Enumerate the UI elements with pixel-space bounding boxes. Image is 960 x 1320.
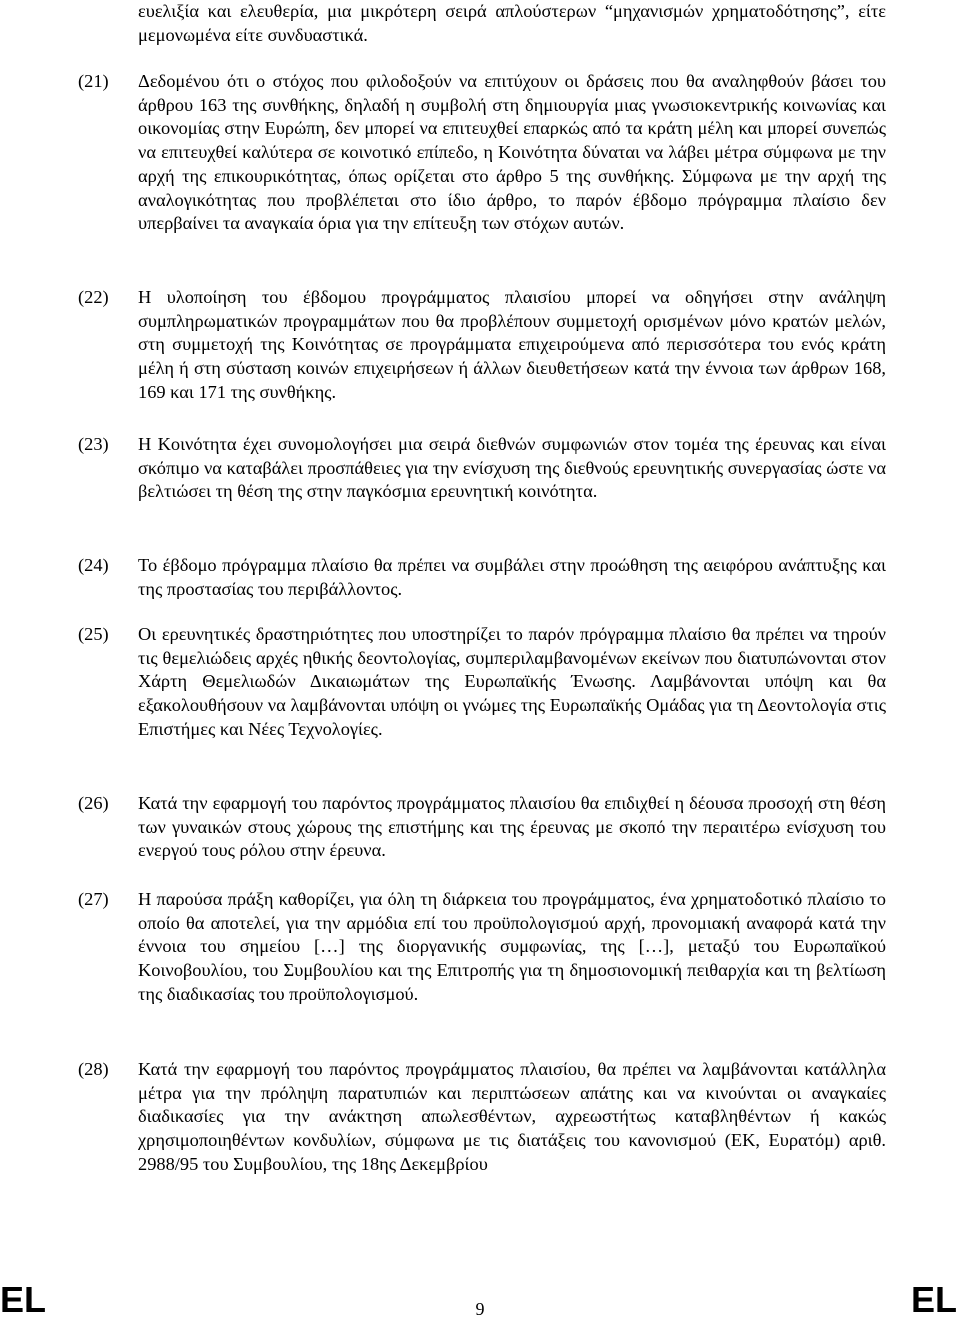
recital-26	[78, 792, 886, 863]
recital-number: (25)	[78, 624, 109, 644]
recital-25	[78, 623, 886, 742]
page-number: 9	[475, 1299, 485, 1319]
recital-text: Κατά την εφαρμογή του παρόντος προγράμματος πλαισίου θα επιδιχθεί η δέουσα προσοχή στη θέση των γυναικών στους χώρους της επιστήμης και της έρευνας με σκοπό την περαιτέρω ενίσχυση του ενεργού τους ρόλου στην έρευνα.	[138, 793, 886, 861]
recital-number: (24)	[78, 555, 109, 575]
recital-28	[78, 1058, 886, 1177]
continuation-paragraph: ευελιξία και ελευθερία, μια μικρότερη σειρά απλούστερων “μηχανισμών χρηματοδότησης”, είτε μεμονωμένα είτε συνδυαστικά.	[138, 1, 886, 45]
footer-language-left: EL	[0, 1279, 47, 1320]
recital-number: (28)	[78, 1059, 109, 1079]
recital-text: Η παρούσα πράξη καθορίζει, για όλη τη διάρκεια του προγράμματος, ένα χρηματοδοτικό πλαίσιο το οποίο θα αποτελεί, για την αρμόδια επί του προϋπολογισμού αρχή, προνομιακή αναφορά κατά την έννοια του σημείου […] της διοργανικής συμφωνίας, της […], μεταξύ του Ευρωπαϊκού Κοινοβουλίου, του Συμβουλίου και της Επιτροπής για τη δημοσιονομική πειθαρχία και τη βελτίωση της διαδικασίας του προϋπολογισμού.	[138, 889, 886, 1004]
recital-text: Η υλοποίηση του έβδομου προγράμματος πλαισίου μπορεί να οδηγήσει στην ανάληψη συμπληρωματικών προγραμμάτων που θα προβλέπουν συμμετοχή ορισμένων μόνο κρατών μελών, στη συμμετοχή της Κοινότητας σε προγράμματα επιχειρούμενα από περισσότερα του ενός κράτη μέλη ή στη σύσταση κοινών επιχειρήσεων ή άλλων διευθετήσεων κατά την έννοια των άρθρων 168, 169 και 171 της συνθήκης.	[138, 287, 886, 402]
recital-text: Το έβδομο πρόγραμμα πλαίσιο θα πρέπει να συμβάλει στην προώθηση της αειφόρου ανάπτυξης και της προστασίας του περιβάλλοντος.	[138, 555, 886, 599]
recital-27	[78, 888, 886, 1007]
recital-text: Κατά την εφαρμογή του παρόντος προγράμματος πλαισίου, θα πρέπει να λαμβάνονται κατάλληλα μέτρα για την πρόληψη παρατυπιών και περιπτώσεων απάτης και να κινούνται οι αναγκαίες διαδικασίες για την ανάκτηση απωλεσθέντων, αχρεωστήτως καταβληθέντων ή κακώς χρησιμοποιηθέντων κονδυλίων, σύμφωνα με τις διατάξεις του κανονισμού (ΕΚ, Ευρατόμ) αριθ. 2988/95 του Συμβουλίου, της 18ης Δεκεμβρίου	[138, 1059, 886, 1174]
recital-24	[78, 554, 886, 601]
recital-number: (26)	[78, 793, 109, 813]
recital-text: Οι ερευνητικές δραστηριότητες που υποστηρίζει το παρόν πρόγραμμα πλαίσιο θα πρέπει να τηρούν τις θεμελιώδεις αρχές ηθικής δεοντολογίας, συμπεριλαμβανομένων εκείνων που διατυπώνονται στον Χάρτη Θεμελιωδών Δικαιωμάτων της Ευρωπαϊκής Ένωσης. Λαμβάνονται υπόψη και θα εξακολουθήσουν να λαμβάνονται υπόψη οι γνώμες της Ευρωπαϊκής Ομάδας για τη Δεοντολογία στις Επιστήμες και Νέες Τεχνολογίες.	[138, 624, 886, 739]
footer-language-right: EL	[910, 1279, 957, 1320]
recital-number: (21)	[78, 71, 109, 91]
recital-text: Η Κοινότητα έχει συνομολογήσει μια σειρά διεθνών συμφωνιών στον τομέα της έρευνας και είναι σκόπιμο να καταβάλει προσπάθειες για την ενίσχυση της διεθνούς ερευνητικής συνεργασίας ώστε να βελτιώσει τη θέση της στην παγκόσμια ερευνητική κοινότητα.	[138, 434, 886, 502]
recital-number: (22)	[78, 287, 109, 307]
recital-23	[78, 433, 886, 504]
recital-number: (23)	[78, 434, 109, 454]
recital-number: (27)	[78, 889, 109, 909]
recital-text: Δεδομένου ότι ο στόχος που φιλοδοξούν να επιτύχουν οι δράσεις που θα αναληφθούν βάσει του άρθρου 163 της συνθήκης, δηλαδή η συμβολή στη δημιουργία μιας γνωσιοκεντρικής κοινωνίας και οικονομίας στην Ευρώπη, δεν μπορεί να επιτευχθεί επαρκώς από τα κράτη μέλη και μπορεί συνεπώς να επιτευχθεί καλύτερα σε κοινοτικό επίπεδο, η Κοινότητα δύναται να λάβει μέτρα σύμφωνα με την αρχή της επικουρικότητας, όπως ορίζεται στο άρθρο 5 της συνθήκης. Σύμφωνα με την αρχή της αναλογικότητας που προβλέπεται στο ίδιο άρθρο, το παρόν έβδομο πρόγραμμα πλαίσιο δεν υπερβαίνει τα αναγκαία όρια για την επίτευξη των στόχων αυτών.	[138, 71, 886, 234]
recital-21	[78, 70, 886, 236]
recital-22	[78, 286, 886, 405]
